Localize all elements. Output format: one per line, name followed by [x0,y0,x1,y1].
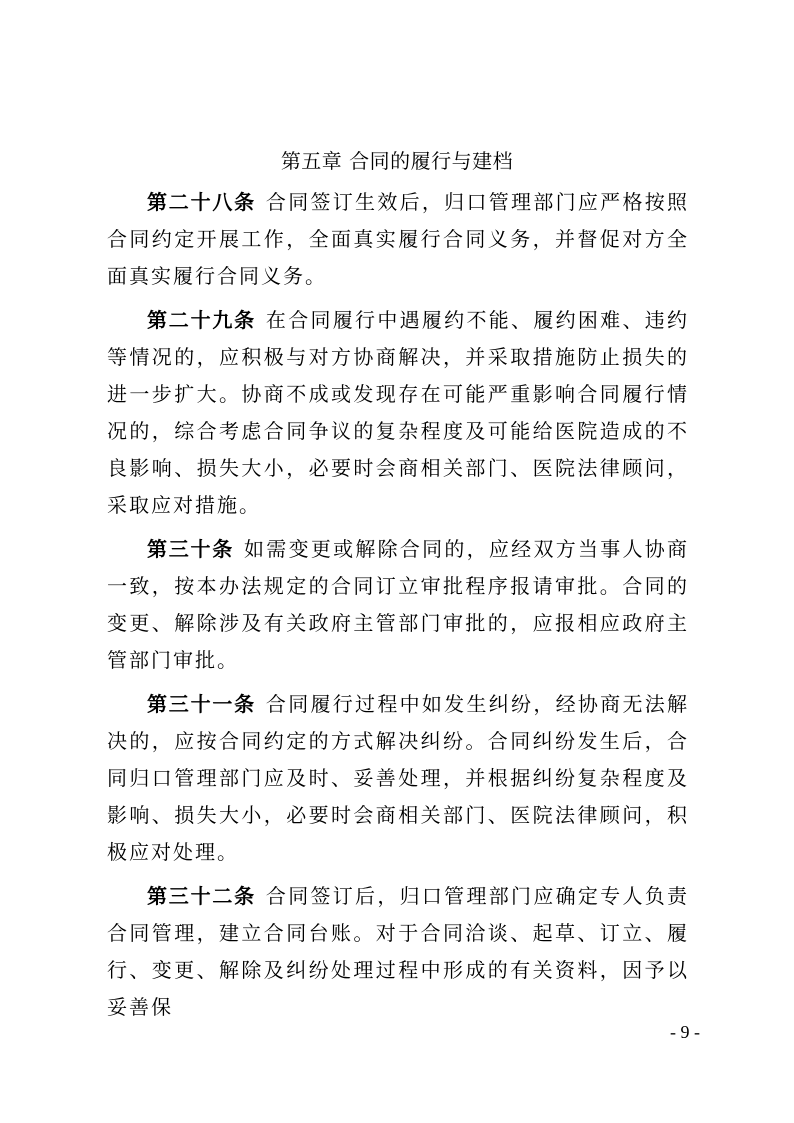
article-number: 第三十条 [147,537,235,561]
article-number: 第三十一条 [147,692,256,716]
article-30 [107,531,689,679]
article-29 [107,302,689,524]
article-32 [107,878,689,1026]
article-text: 合同签订后，归口管理部门应确定专人负责合同管理，建立合同台账。对于合同洽谈、起草、订立、履行、变更、解除及纠纷处理过程中形成的有关资料，因予以妥善保 [107,884,690,1019]
article-28 [107,184,689,295]
article-text: 合同签订生效后，归口管理部门应严格按照合同约定开展工作，全面真实履行合同义务，并督促对方全面真实履行合同义务。 [107,190,690,288]
chapter-title: 第五章 合同的履行与建档 [280,149,514,173]
article-text: 合同履行过程中如发生纠纷，经协商无法解决的，应按合同约定的方式解决纠纷。合同纠纷发生后，合同归口管理部门应及时、妥善处理，并根据纠纷复杂程度及影响、损失大小，必要时会商相关部门、医院法律顾问，积极应对处理。 [107,692,690,864]
article-number: 第三十二条 [147,884,256,908]
article-31 [107,686,689,871]
article-text: 如需变更或解除合同的，应经双方当事人协商一致，按本办法规定的合同订立审批程序报请审批。合同的变更、解除涉及有关政府主管部门审批的，应报相应政府主管部门审批。 [107,537,690,672]
document-body [107,184,689,1033]
page-number: - 9 - [670,1022,700,1042]
article-text: 在合同履行中遇履约不能、履约困难、违约等情况的，应积极与对方协商解决，并采取措施防止损失的进一步扩大。协商不成或发现存在可能严重影响合同履行情况的，综合考虑合同争议的复杂程度及可能给医院造成的不良影响、损失大小，必要时会商相关部门、医院法律顾问，采取应对措施。 [107,308,690,517]
article-number: 第二十八条 [147,190,256,214]
article-number: 第二十九条 [147,308,256,332]
